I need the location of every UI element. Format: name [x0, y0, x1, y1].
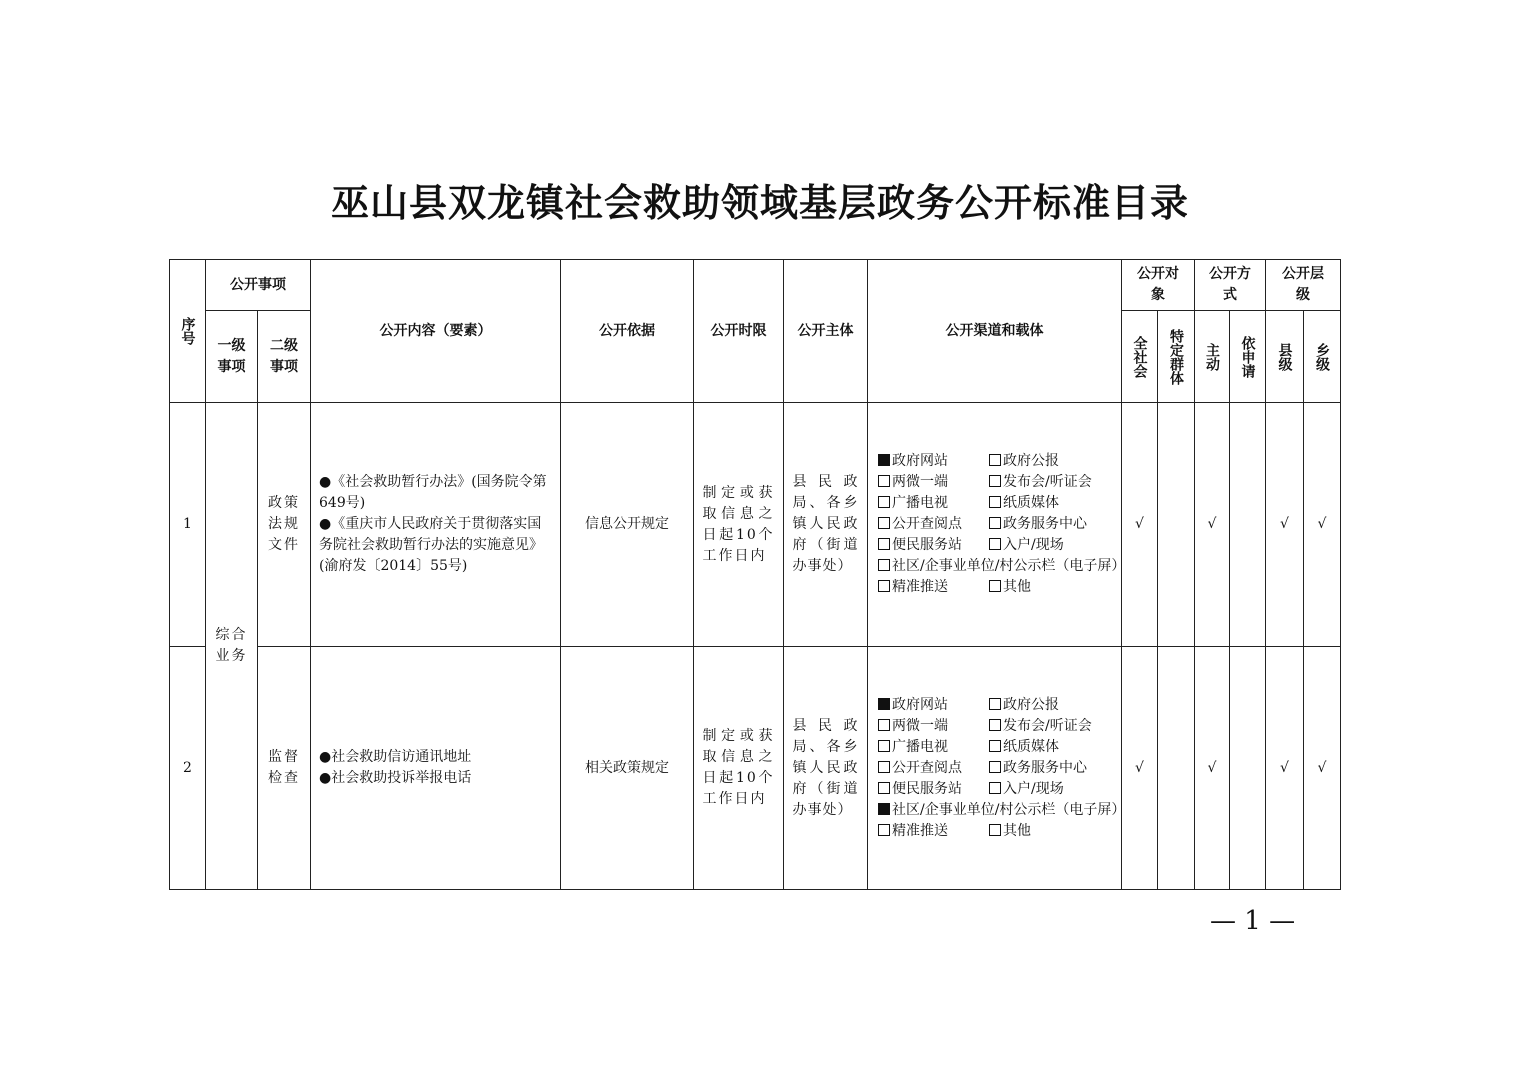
level1-cell: 综合业务: [206, 403, 258, 890]
page-number: — 1 —: [1210, 906, 1296, 936]
channel-option: [989, 779, 1064, 800]
channel-option: [989, 737, 1059, 758]
channel-label: 政府公报: [1003, 453, 1059, 469]
unchecked-box-icon: [989, 761, 1001, 773]
content-line: ●社会救助投诉举报电话: [319, 770, 472, 786]
basis-cell: 信息公开规定: [561, 403, 694, 647]
channel-label: 公开查阅点: [892, 759, 962, 776]
channel-label: 社区/企事业单位/村公示栏（电子屏）: [892, 558, 1126, 574]
channel-label: 发布会/听证会: [1003, 474, 1092, 490]
unchecked-box-icon: [878, 740, 890, 752]
deadline-cell: 制定或获取信息之日起10个工作日内: [694, 403, 784, 647]
channel-row: [878, 800, 1126, 821]
checked-box-icon: [878, 803, 890, 815]
channel-label: 入户/现场: [1003, 780, 1064, 797]
unchecked-box-icon: [989, 454, 1001, 466]
content-line: ●社会救助信访通讯地址: [319, 749, 472, 765]
content-line: ●《社会救助暂行办法》(国务院令第649号): [319, 474, 547, 511]
channel-label: 精准推送: [892, 579, 948, 595]
channel-label: 纸质媒体: [1003, 495, 1059, 511]
header-mode: 公开方式: [1195, 260, 1266, 311]
channel-label: 便民服务站: [892, 780, 962, 797]
channel-option: [989, 695, 1059, 716]
channel-option: [878, 493, 989, 514]
channel-row: [878, 758, 1121, 779]
channel-row: [878, 821, 1121, 842]
channel-option: [878, 556, 1125, 577]
channel-row: [878, 577, 1121, 598]
channel-option: [878, 821, 989, 842]
check-mode-active: √: [1195, 403, 1230, 647]
header-mode-active: 主动: [1195, 311, 1230, 403]
unchecked-box-icon: [989, 782, 1001, 794]
header-deadline: 公开时限: [694, 260, 784, 403]
header-subject: 公开主体: [784, 260, 868, 403]
header-tier-county: 县级: [1266, 311, 1304, 403]
channel-label: 两微一端: [892, 717, 948, 734]
channel-label: 广播电视: [892, 738, 948, 755]
channel-option: [878, 577, 989, 598]
channel-label: 广播电视: [892, 495, 948, 511]
channel-row: [878, 737, 1121, 758]
channel-label: 政府公报: [1003, 696, 1059, 713]
channel-row: [878, 535, 1121, 556]
basis-cell: 相关政策规定: [561, 647, 694, 890]
unchecked-box-icon: [989, 475, 1001, 487]
channel-label: 两微一端: [892, 474, 948, 490]
channel-row: [878, 472, 1121, 493]
channel-option: [878, 451, 989, 472]
unchecked-box-icon: [989, 698, 1001, 710]
header-target: 公开对象: [1122, 260, 1195, 311]
unchecked-box-icon: [989, 740, 1001, 752]
channel-option: [878, 716, 989, 737]
channel-option: [989, 716, 1092, 737]
channel-label: 发布会/听证会: [1003, 717, 1092, 734]
channel-row: [878, 779, 1121, 800]
channel-option: [989, 472, 1092, 493]
unchecked-box-icon: [878, 475, 890, 487]
unchecked-box-icon: [878, 761, 890, 773]
header-level1: 一级事项: [206, 311, 258, 403]
channel-row: [878, 451, 1121, 472]
check-target-all: √: [1122, 647, 1158, 890]
channel-label: 其他: [1003, 822, 1031, 839]
unchecked-box-icon: [989, 517, 1001, 529]
channel-option: [989, 493, 1059, 514]
table-row: [170, 647, 1341, 890]
channel-label: 政府网站: [892, 453, 948, 469]
unchecked-box-icon: [878, 580, 890, 592]
channel-label: 政务服务中心: [1003, 516, 1087, 532]
row-seq: 1: [170, 403, 206, 647]
unchecked-box-icon: [878, 559, 890, 571]
unchecked-box-icon: [878, 538, 890, 550]
channel-option: [989, 514, 1087, 535]
channel-label: 纸质媒体: [1003, 738, 1059, 755]
unchecked-box-icon: [878, 782, 890, 794]
check-mode-apply: [1230, 647, 1266, 890]
page-title: 巫山县双龙镇社会救助领域基层政务公开标准目录: [330, 180, 1189, 225]
header-tier: 公开层级: [1266, 260, 1341, 311]
subject-cell: 县民政局、各乡镇人民政府（街道办事处）: [784, 403, 868, 647]
check-tier-town: √: [1304, 403, 1341, 647]
channel-label: 便民服务站: [892, 537, 962, 553]
unchecked-box-icon: [989, 580, 1001, 592]
channel-label: 精准推送: [892, 822, 948, 839]
channel-label: 政务服务中心: [1003, 759, 1087, 776]
channel-option: [878, 758, 989, 779]
check-mode-active: √: [1195, 647, 1230, 890]
channel-option: [989, 577, 1031, 598]
check-target-specific: [1158, 403, 1195, 647]
header-seq: 序号: [170, 260, 206, 403]
checked-box-icon: [878, 454, 890, 466]
channel-option: [878, 779, 989, 800]
unchecked-box-icon: [878, 719, 890, 731]
unchecked-box-icon: [878, 496, 890, 508]
content-line: ●《重庆市人民政府关于贯彻落实国务院社会救助暂行办法的实施意见》(渝府发〔2014〕55号): [319, 516, 543, 574]
channel-label: 政府网站: [892, 696, 948, 713]
header-channels: 公开渠道和载体: [868, 260, 1122, 403]
level2-cell: 监督检查: [258, 647, 311, 890]
channel-label: 公开查阅点: [892, 516, 962, 532]
header-mode-apply: 依申请: [1230, 311, 1266, 403]
catalog-table: [169, 259, 1341, 890]
row-seq: 2: [170, 647, 206, 890]
header-target-specific: 特定群体: [1158, 311, 1195, 403]
header-tier-town: 乡级: [1304, 311, 1341, 403]
channel-option: [878, 535, 989, 556]
channel-option: [989, 451, 1059, 472]
channel-option: [989, 758, 1087, 779]
channel-label: 入户/现场: [1003, 537, 1064, 553]
channels-cell: [868, 647, 1126, 890]
content-cell: [311, 647, 561, 890]
table-row: [170, 403, 1341, 647]
check-target-all: √: [1122, 403, 1158, 647]
channel-option: [989, 821, 1031, 842]
channel-option: [878, 695, 989, 716]
check-target-specific: [1158, 647, 1195, 890]
channel-option: [878, 472, 989, 493]
header-basis: 公开依据: [561, 260, 694, 403]
unchecked-box-icon: [989, 538, 1001, 550]
header-target-all: 全社会: [1122, 311, 1158, 403]
channel-row: [878, 556, 1126, 577]
unchecked-box-icon: [878, 517, 890, 529]
content-cell: [311, 403, 561, 647]
header-content: 公开内容（要素）: [311, 260, 561, 403]
unchecked-box-icon: [989, 824, 1001, 836]
channel-option: [989, 535, 1064, 556]
unchecked-box-icon: [878, 824, 890, 836]
header-level2: 二级事项: [258, 311, 311, 403]
unchecked-box-icon: [989, 719, 1001, 731]
channel-row: [878, 493, 1121, 514]
channel-label: 其他: [1003, 579, 1031, 595]
check-mode-apply: [1230, 403, 1266, 647]
level2-cell: 政策法规文件: [258, 403, 311, 647]
channel-row: [878, 514, 1121, 535]
checked-box-icon: [878, 698, 890, 710]
channel-label: 社区/企事业单位/村公示栏（电子屏）: [892, 801, 1126, 818]
header-matter: 公开事项: [206, 260, 311, 311]
channels-cell: [868, 403, 1126, 647]
channel-row: [878, 695, 1121, 716]
channel-option: [878, 737, 989, 758]
subject-cell: 县民政局、各乡镇人民政府（街道办事处）: [784, 647, 868, 890]
check-tier-county: √: [1266, 647, 1304, 890]
check-tier-town: √: [1304, 647, 1341, 890]
channel-row: [878, 716, 1121, 737]
channel-option: [878, 514, 989, 535]
check-tier-county: √: [1266, 403, 1304, 647]
unchecked-box-icon: [989, 496, 1001, 508]
deadline-cell: 制定或获取信息之日起10个工作日内: [694, 647, 784, 890]
channel-option: [878, 800, 1125, 821]
